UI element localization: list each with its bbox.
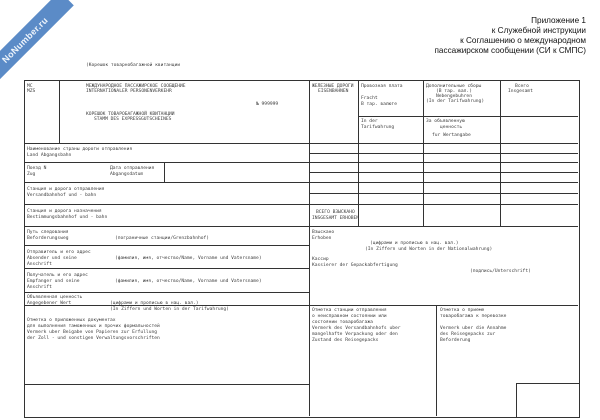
accept-mark-5: Beforderung <box>440 338 471 343</box>
rule <box>309 226 310 416</box>
receiver-de: Empfanger und seine <box>27 279 80 284</box>
appendix-header <box>434 16 586 56</box>
declared-value-note-de: (In Ziffern und Worten in der Tarifwahrung) <box>110 307 229 312</box>
extra-fees-de: Nebengebuhren <box>436 94 472 99</box>
mzs-code: MZS <box>27 89 36 94</box>
total-de: Insgesamt <box>508 89 533 94</box>
stamp-box <box>516 383 580 418</box>
route-note: (пограничные станции/Grenzbahnhof) <box>115 236 210 241</box>
receiver-note: (фамилия, имя, отчество/Name, Vorname und Vatersname) <box>115 279 262 284</box>
declared-ru: За объявленную <box>426 119 465 124</box>
train-de: Zug <box>27 172 36 177</box>
rule <box>24 292 309 293</box>
rule <box>358 116 578 117</box>
collected-de: Erhoben <box>312 236 332 241</box>
departure-de: Abgangsdatum <box>110 172 144 177</box>
extra-fees-ru: Дополнительные сборы <box>426 84 482 89</box>
accept-mark-4: des Reisegepacks zur <box>440 332 496 337</box>
subtitle-ru: КОРЕШОК ТОВАРОБАГАЖНОЙ КВИТАНЦИИ <box>86 112 175 117</box>
rule <box>309 80 310 226</box>
rule <box>24 384 309 385</box>
total-ru: Всего <box>515 84 529 89</box>
sender-country-de: Land Abgangsbahn <box>27 153 72 158</box>
docs-ru-1: Отметка о приложенных документах <box>27 318 116 323</box>
signature-note: (подпись/Unterschrift) <box>470 269 531 274</box>
rule <box>24 268 309 269</box>
tariff-wahr: Tarifwahrung <box>361 125 395 130</box>
extra-fees-wahr: (In der Tarifwahrung) <box>426 99 485 104</box>
sender-address: Anschrift <box>27 262 52 267</box>
rule <box>309 172 578 173</box>
docs-de-1: Vermerk uber Beigabe von Papieren zur Erfullung <box>27 330 157 335</box>
railways-de: EISENBAHNEN <box>318 89 349 94</box>
declared-value-note-ru: (цифрами и прописью в нац. вал.) <box>110 301 199 306</box>
declared-ru-2: ценность <box>440 125 463 130</box>
receiver-address: Anschrift <box>27 285 52 290</box>
receiver-ru: Получатель и его адрес <box>27 273 88 278</box>
collected-note-ru: (цифрами и прописью в нац. вал.) <box>370 241 459 246</box>
station-dep-ru: Станция и дорога отправления <box>27 187 105 192</box>
docs-ru-2: для выполнения таможенных и прочих формальностей <box>27 324 160 329</box>
route-de: Beforderungsweg <box>27 236 69 241</box>
declared-de: fur Wertangabe <box>432 133 471 138</box>
declared-value-de: Angegebener Wert <box>27 301 72 306</box>
rule <box>358 80 359 226</box>
form-frame <box>24 80 580 418</box>
station-mark-6: Zustand des Reisegepacks <box>312 338 379 343</box>
sender-country-ru: Наименование страны дороги отправления <box>27 147 133 152</box>
station-mark-4: Vermerk des Versandbahnhofs uber <box>312 326 401 331</box>
total-charged-ru: ВСЕГО ВЗЫСКАНО <box>316 210 355 215</box>
sender-note: (фамилия, имя, отчество/Name, Vorname und Vatersname) <box>115 256 262 261</box>
collected-ru: Взыскано <box>312 230 335 235</box>
rule <box>24 226 578 227</box>
watermark-text: NoNumber.ru <box>0 15 50 65</box>
rule <box>24 305 578 306</box>
header-line-1: Приложение 1 <box>531 16 586 25</box>
rule <box>24 204 578 205</box>
railways-ru: ЖЕЛЕЗНЫЕ ДОРОГИ <box>312 84 354 89</box>
rule <box>436 305 437 416</box>
header-line-2: к Служебной инструкции <box>491 26 586 35</box>
train-ru: Поезд N <box>27 166 47 171</box>
station-dest-ru: Станция и дорога назначения <box>27 209 102 214</box>
subtitle-de: STAMM DES EXPRESSGUTSCHEINES <box>94 117 172 122</box>
extra-fees-unit: (В тар. вал.) <box>436 89 472 94</box>
rule <box>500 80 501 226</box>
top-caption: (Корешок товарнобагажной квитанции <box>86 63 181 68</box>
station-dest-de: Bestimmungsbahnhof und - bahn <box>27 215 108 220</box>
station-mark-1: Отметка станции отправления <box>312 308 387 313</box>
accept-mark-3: Vermerk uber die Annahme <box>440 326 507 331</box>
rule <box>24 162 578 163</box>
station-mark-5: mangelhafte Verpackung oder den <box>312 332 398 337</box>
header-line-4: пассажирском сообщении (СИ к СМПС) <box>434 46 586 55</box>
collected-note-de: (In Ziffern und Worten in der Nationalwahrung) <box>365 247 493 252</box>
tariff-in: In der <box>361 119 378 124</box>
rule <box>59 80 60 143</box>
total-charged-de: INSGESAMT ERHOBEN <box>312 216 360 221</box>
rule <box>24 245 309 246</box>
station-mark-3: состоянии товаробагажа <box>312 320 373 325</box>
mc-code: МС <box>27 84 33 89</box>
receipt-number: № 999999 <box>256 102 279 107</box>
rule <box>164 162 165 182</box>
watermark-banner <box>0 0 74 89</box>
rule <box>309 193 578 194</box>
tariff-de: Fracht <box>361 96 378 101</box>
sender-ru: Отправитель и его адрес <box>27 250 91 255</box>
rule <box>309 153 578 154</box>
station-dep-de: Versandbahnhof und - bahn <box>27 193 97 198</box>
rule <box>24 182 578 183</box>
tariff-unit: В тар. валюте <box>361 102 397 107</box>
docs-de-2: der Zoll - und sonstigen Verwaltungsvorschriften <box>27 336 160 341</box>
tariff-ru: Провозная плата <box>361 84 403 89</box>
header-line-3: к Соглашению о международном <box>460 36 586 45</box>
rule <box>24 143 578 144</box>
accept-mark-1: Отметка о приеме <box>440 308 485 313</box>
accept-mark-2: товаробагажа к перевозке <box>440 314 507 319</box>
sender-de: Absender und seine <box>27 256 77 261</box>
title-ru: МЕЖДУНАРОДНОЕ ПАССАЖИРСКОЕ СООБЩЕНИЕ <box>86 84 186 89</box>
departure-ru: Дата отправления <box>110 166 155 171</box>
declared-value-ru: Объявленная ценность <box>27 295 83 300</box>
station-mark-2: о неисправном состоянии или <box>312 314 387 319</box>
cashier-ru: Кассир <box>312 257 329 262</box>
rule <box>423 80 424 226</box>
title-de: INTERNATIONALER PERSONENVERKEHR <box>86 89 172 94</box>
route-ru: Путь следования <box>27 230 69 235</box>
cashier-de: Kassierer der Gepackabfertigung <box>312 263 398 268</box>
